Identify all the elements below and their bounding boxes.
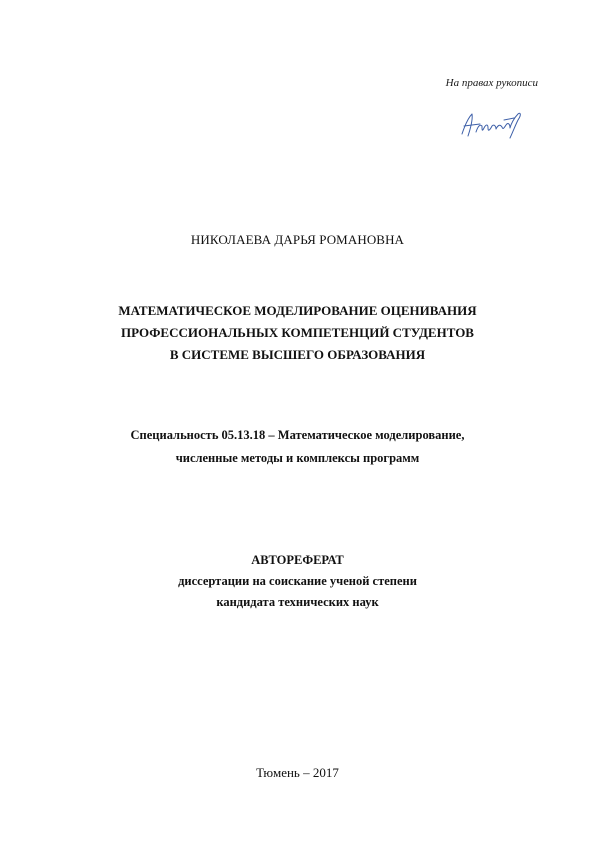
rights-note: На правах рукописи: [445, 77, 538, 89]
title-line: МАТЕМАТИЧЕСКОЕ МОДЕЛИРОВАНИЕ ОЦЕНИВАНИЯ: [118, 303, 477, 318]
specialty-line: численные методы и комплексы программ: [175, 451, 420, 465]
specialty-line: Специальность 05.13.18 – Математическое моделирование,: [130, 428, 465, 442]
handwritten-signature: [458, 108, 528, 140]
abstract-line: кандидата технических наук: [216, 595, 379, 609]
abstract-block: [0, 550, 595, 613]
title-line: В СИСТЕМЕ ВЫСШЕГО ОБРАЗОВАНИЯ: [169, 347, 426, 362]
title-line: ПРОФЕССИОНАЛЬНЫХ КОМПЕТЕНЦИЙ СТУДЕНТОВ: [121, 325, 474, 340]
specialty-block: [0, 424, 595, 470]
abstract-heading: АВТОРЕФЕРАТ: [251, 553, 344, 567]
author-name: НИКОЛАЕВА ДАРЬЯ РОМАНОВНА: [190, 232, 405, 247]
abstract-line: диссертации на соискание ученой степени: [178, 574, 417, 588]
dissertation-title: [0, 300, 595, 366]
place-year: Тюмень – 2017: [256, 765, 339, 780]
